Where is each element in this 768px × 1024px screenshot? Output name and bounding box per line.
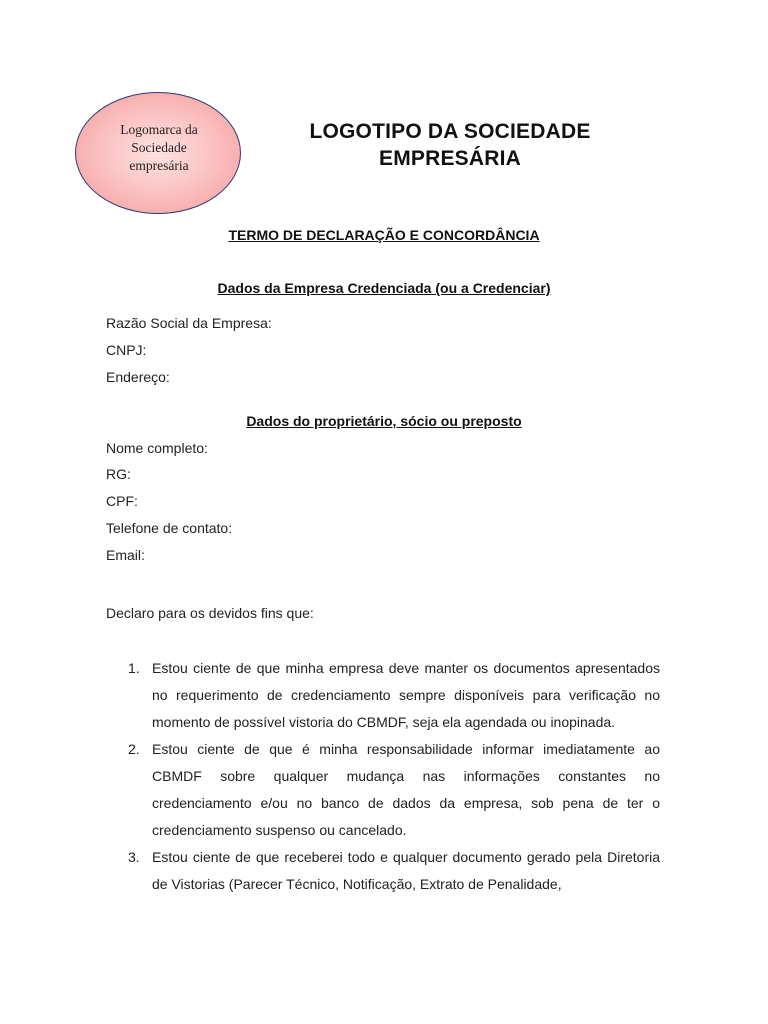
owner-section-title: Dados do proprietário, sócio ou preposto [246,413,522,429]
list-item-text: Estou ciente de que é minha responsabilidade informar imediatamente ao CBMDF sobre qualquer mudança nas informações constantes no credenciamento e/ou no banco de dados da empresa, sob pena de ter o credenciamento suspenso ou cancelado. [152,741,660,838]
page-title [250,118,650,172]
list-item [128,844,660,898]
logo-inner-box [109,115,209,181]
list-item [128,655,660,736]
logo-placeholder [75,92,241,214]
declaration-intro: Declaro para os devidos fins que: [106,605,314,621]
list-item-text: Estou ciente de que receberei todo e qualquer documento gerado pela Diretoria de Vistorias (Parecer Técnico, Notificação, Extrato de Penalidade, [152,849,660,892]
list-item-number: 3. [128,849,140,865]
field-label-company-name: Razão Social da Empresa: [106,315,272,331]
document-heading: TERMO DE DECLARAÇÃO E CONCORDÂNCIA [228,227,540,243]
logo-text: Logomarca da Sociedade empresária [120,122,198,173]
title-line-2: EMPRESÁRIA [378,147,522,170]
list-item-text: Estou ciente de que minha empresa deve manter os documentos apresentados no requerimento de credenciamento sempre disponíveis para verificação no momento de possível vistoria do CBMDF, seja ela agendada ou inopinada. [152,660,660,730]
declaration-list [128,655,660,898]
list-item [128,736,660,844]
field-label-email: Email: [106,547,145,563]
title-line-1: LOGOTIPO DA SOCIEDADE [309,120,591,143]
list-item-number: 1. [128,660,140,676]
field-label-rg: RG: [106,466,131,482]
list-item-number: 2. [128,741,140,757]
field-label-full-name: Nome completo: [106,440,208,456]
company-section-title: Dados da Empresa Credenciada (ou a Credenciar) [217,280,551,296]
field-label-address: Endereço: [106,369,170,385]
field-label-cpf: CPF: [106,493,138,509]
field-label-phone: Telefone de contato: [106,520,233,536]
field-label-cnpj: CNPJ: [106,342,147,358]
